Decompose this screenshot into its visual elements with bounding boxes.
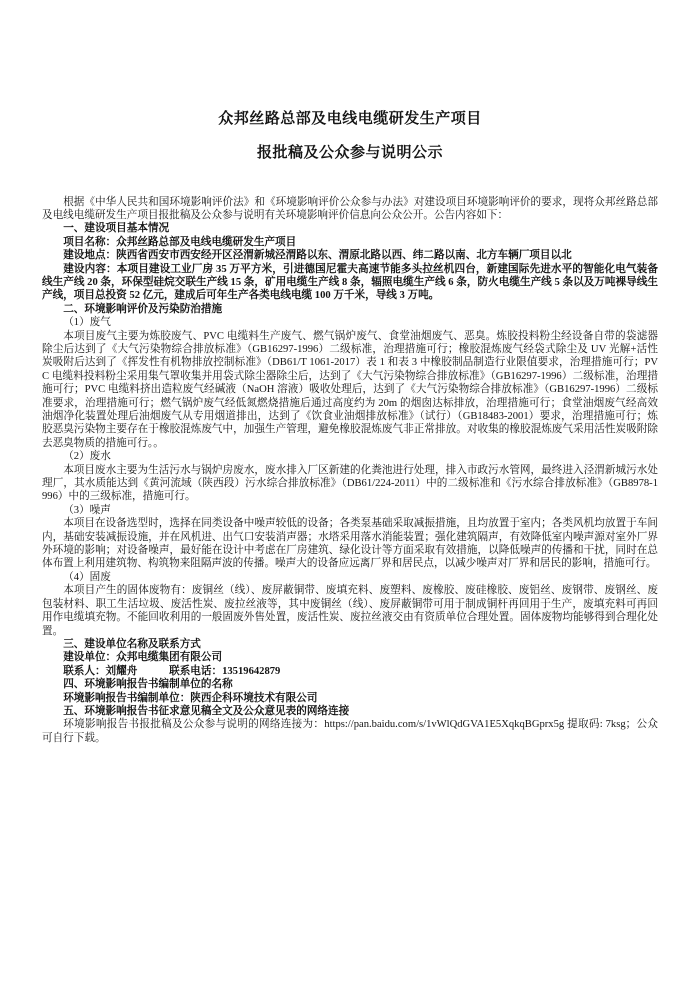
text-segment: 环境影响报告书报批稿及公众参与说明的网络连接为： [63, 719, 325, 731]
waste-water-paragraph: 本项目废水主要为生活污水与锅炉房废水，废水排入厂区新建的化粪池进行处理，排入市政污水管网，最终进入泾渭新城污水处理厂，其水质能达到《黄河流域（陕西段）污水综合排放标准》（DB61/224-2011）中的二级标准和《污水综合排放标准》（GB8978-1996）中的三级标准，措施可行。 [42, 464, 658, 503]
subsection-waste-gas-heading: （1）废气 [63, 317, 111, 329]
contact-line: 联系人：刘耀舟 联系电话：13519642879 [63, 665, 281, 677]
subsection-solid-waste-heading: （4）固废 [63, 571, 111, 583]
baidu-pan-link[interactable]: https://pan.baidu.com/s/1vWlQdGVA1E5XqkqBGprx5g [324, 719, 565, 731]
section-1-heading: 一、建设项目基本情况 [63, 223, 170, 235]
section-3-heading: 三、建设单位名称及联系方式 [63, 638, 201, 650]
project-content-line: 建设内容：本项目建设工业厂房 35 万平方米，引进德国尼霍夫高速节能多头拉丝机四台，新建国际先进水平的智能化电气装备线生产线 20 条，环保型硅烷交联生产线 15 条，矿用电缆生产线 8 条，辐照电缆生产线 6 条，防火电缆生产线 5 条以及万吨裸导线生产线，项目总投资 52 亿元，建成后可年生产各类电线电缆 100 万千米，导线 3 万吨。 [42, 263, 658, 302]
project-location-line: 建设地点：陕西省西安市西安经开区泾渭新城泾渭路以东、渭原北路以西、纬二路以南、北方车辆厂项目以北 [63, 250, 572, 262]
construction-unit-line: 建设单位：众邦电缆集团有限公司 [63, 652, 223, 664]
network-link-paragraph [42, 718, 658, 745]
subsection-waste-water-heading: （2）废水 [63, 451, 111, 463]
noise-paragraph: 本项目在设备选型时，选择在同类设备中噪声较低的设备；各类泵基础采取减振措施，且均放置于室内；各类风机均放置于车间内，基础安装减振设施，并在风机进、出气口安装消声器；水塔采用落水消能装置；强化建筑隔声，有效降低室内噪声源对室外厂界外环境的影响；对设备噪声，最好能在设计中考虑在厂房建筑、绿化设计等方面采取有效措施，以降低噪声的传播和干扰，同时在总体布置上利用建筑物、构筑物来阻隔声波的传播。噪声大的设备应远离厂界和居民点，以减少噪声对厂界和居民的影响，措施可行。 [42, 518, 658, 570]
intro-paragraph: 根据《中华人民共和国环境影响评价法》和《环境影响评价公众参与办法》对建设项目环境影响评价的要求，现将众邦丝路总部及电线电缆研发生产项目报批稿及公众参与说明有关环境影响评价信息向公众公开。公告内容如下： [42, 196, 658, 221]
project-name-line: 项目名称：众邦丝路总部及电线电缆研发生产项目 [63, 236, 297, 248]
subsection-noise-heading: （3）噪声 [63, 504, 111, 516]
waste-gas-paragraph: 本项目废气主要为炼胶废气、PVC 电缆料生产废气、燃气锅炉废气、食堂油烟废气、恶臭。炼胶投料粉尘经设备自带的袋滤器除尘后达到了《大气污染物综合排放标准》（GB16297-1996）二级标准，治理措施可行；橡胶混炼废气经袋式除尘及 UV 光解+活性炭吸附后达到了《挥发性有机物排放控制标准》（DB61/T 1061-2017）表 1 和表 3 中橡胶制品制造行业限值要求，治理措施可行；PVC 电缆料投料粉尘采用集气罩收集并用袋式除尘器除尘后，达到了《大气污染物综合排放标准》（GB16297-1996）二级标准，治理措施可行；PVC 电缆料挤出造粒废气经碱液（NaOH 溶液）吸收处理后，达到了《大气污染物综合排放标准》（GB16297-1996）二级标准要求，治理措施可行；燃气锅炉废气经低氮燃烧措施后通过高度约为 20m 的烟囱达标排放，治理措施可行；食堂油烟废气经高效油烟净化装置处理后油烟废气从专用烟道排出，达到了《饮食业油烟排放标准》（试行）（GB18483-2001）要求，治理措施可行；炼胶恶臭污染物主要存在于橡胶混炼废气中，加强生产管理，避免橡胶混炼废气非正常排放。对收集的橡胶混炼废气采用活性炭吸附除去恶臭物质的措施可行。。 [42, 330, 658, 449]
document-title-line1: 众邦丝路总部及电线电缆研发生产项目 [218, 111, 482, 127]
section-2-heading: 二、环境影响评价及污染防治措施 [63, 303, 223, 315]
document-title-line2: 报批稿及公众参与说明公示 [256, 144, 443, 161]
document-body [42, 196, 658, 746]
solid-waste-paragraph: 本项目产生的固体废物有：废铜丝（线）、废屏蔽铜带、废填充料、废塑料、废橡胶、废硅橡胶、废铝丝、废钢带、废钢丝、废包装材料、职工生活垃圾、废活性炭、废拉丝液等，其中废铜丝（线）、废屏蔽铜带可用于制成铜杆再回用于生产，废填充料可再回用作电缆填充物。不能回收利用的一般固废外售处置，废活性炭、废拉丝液交由有资质单位合理处置。固体废物均能够得到合理化处置。 [42, 585, 658, 637]
section-5-heading: 五、环境影响报告书征求意见稿全文及公众意见表的网络连接 [63, 705, 350, 717]
section-4-heading: 四、环境影响报告书编制单位的名称 [63, 679, 233, 691]
report-compiler-line: 环境影响报告书编制单位：陕西企科环境技术有限公司 [63, 692, 318, 704]
text-segment: 提取码: 7ksg；公众可自行下载。 [42, 719, 658, 744]
